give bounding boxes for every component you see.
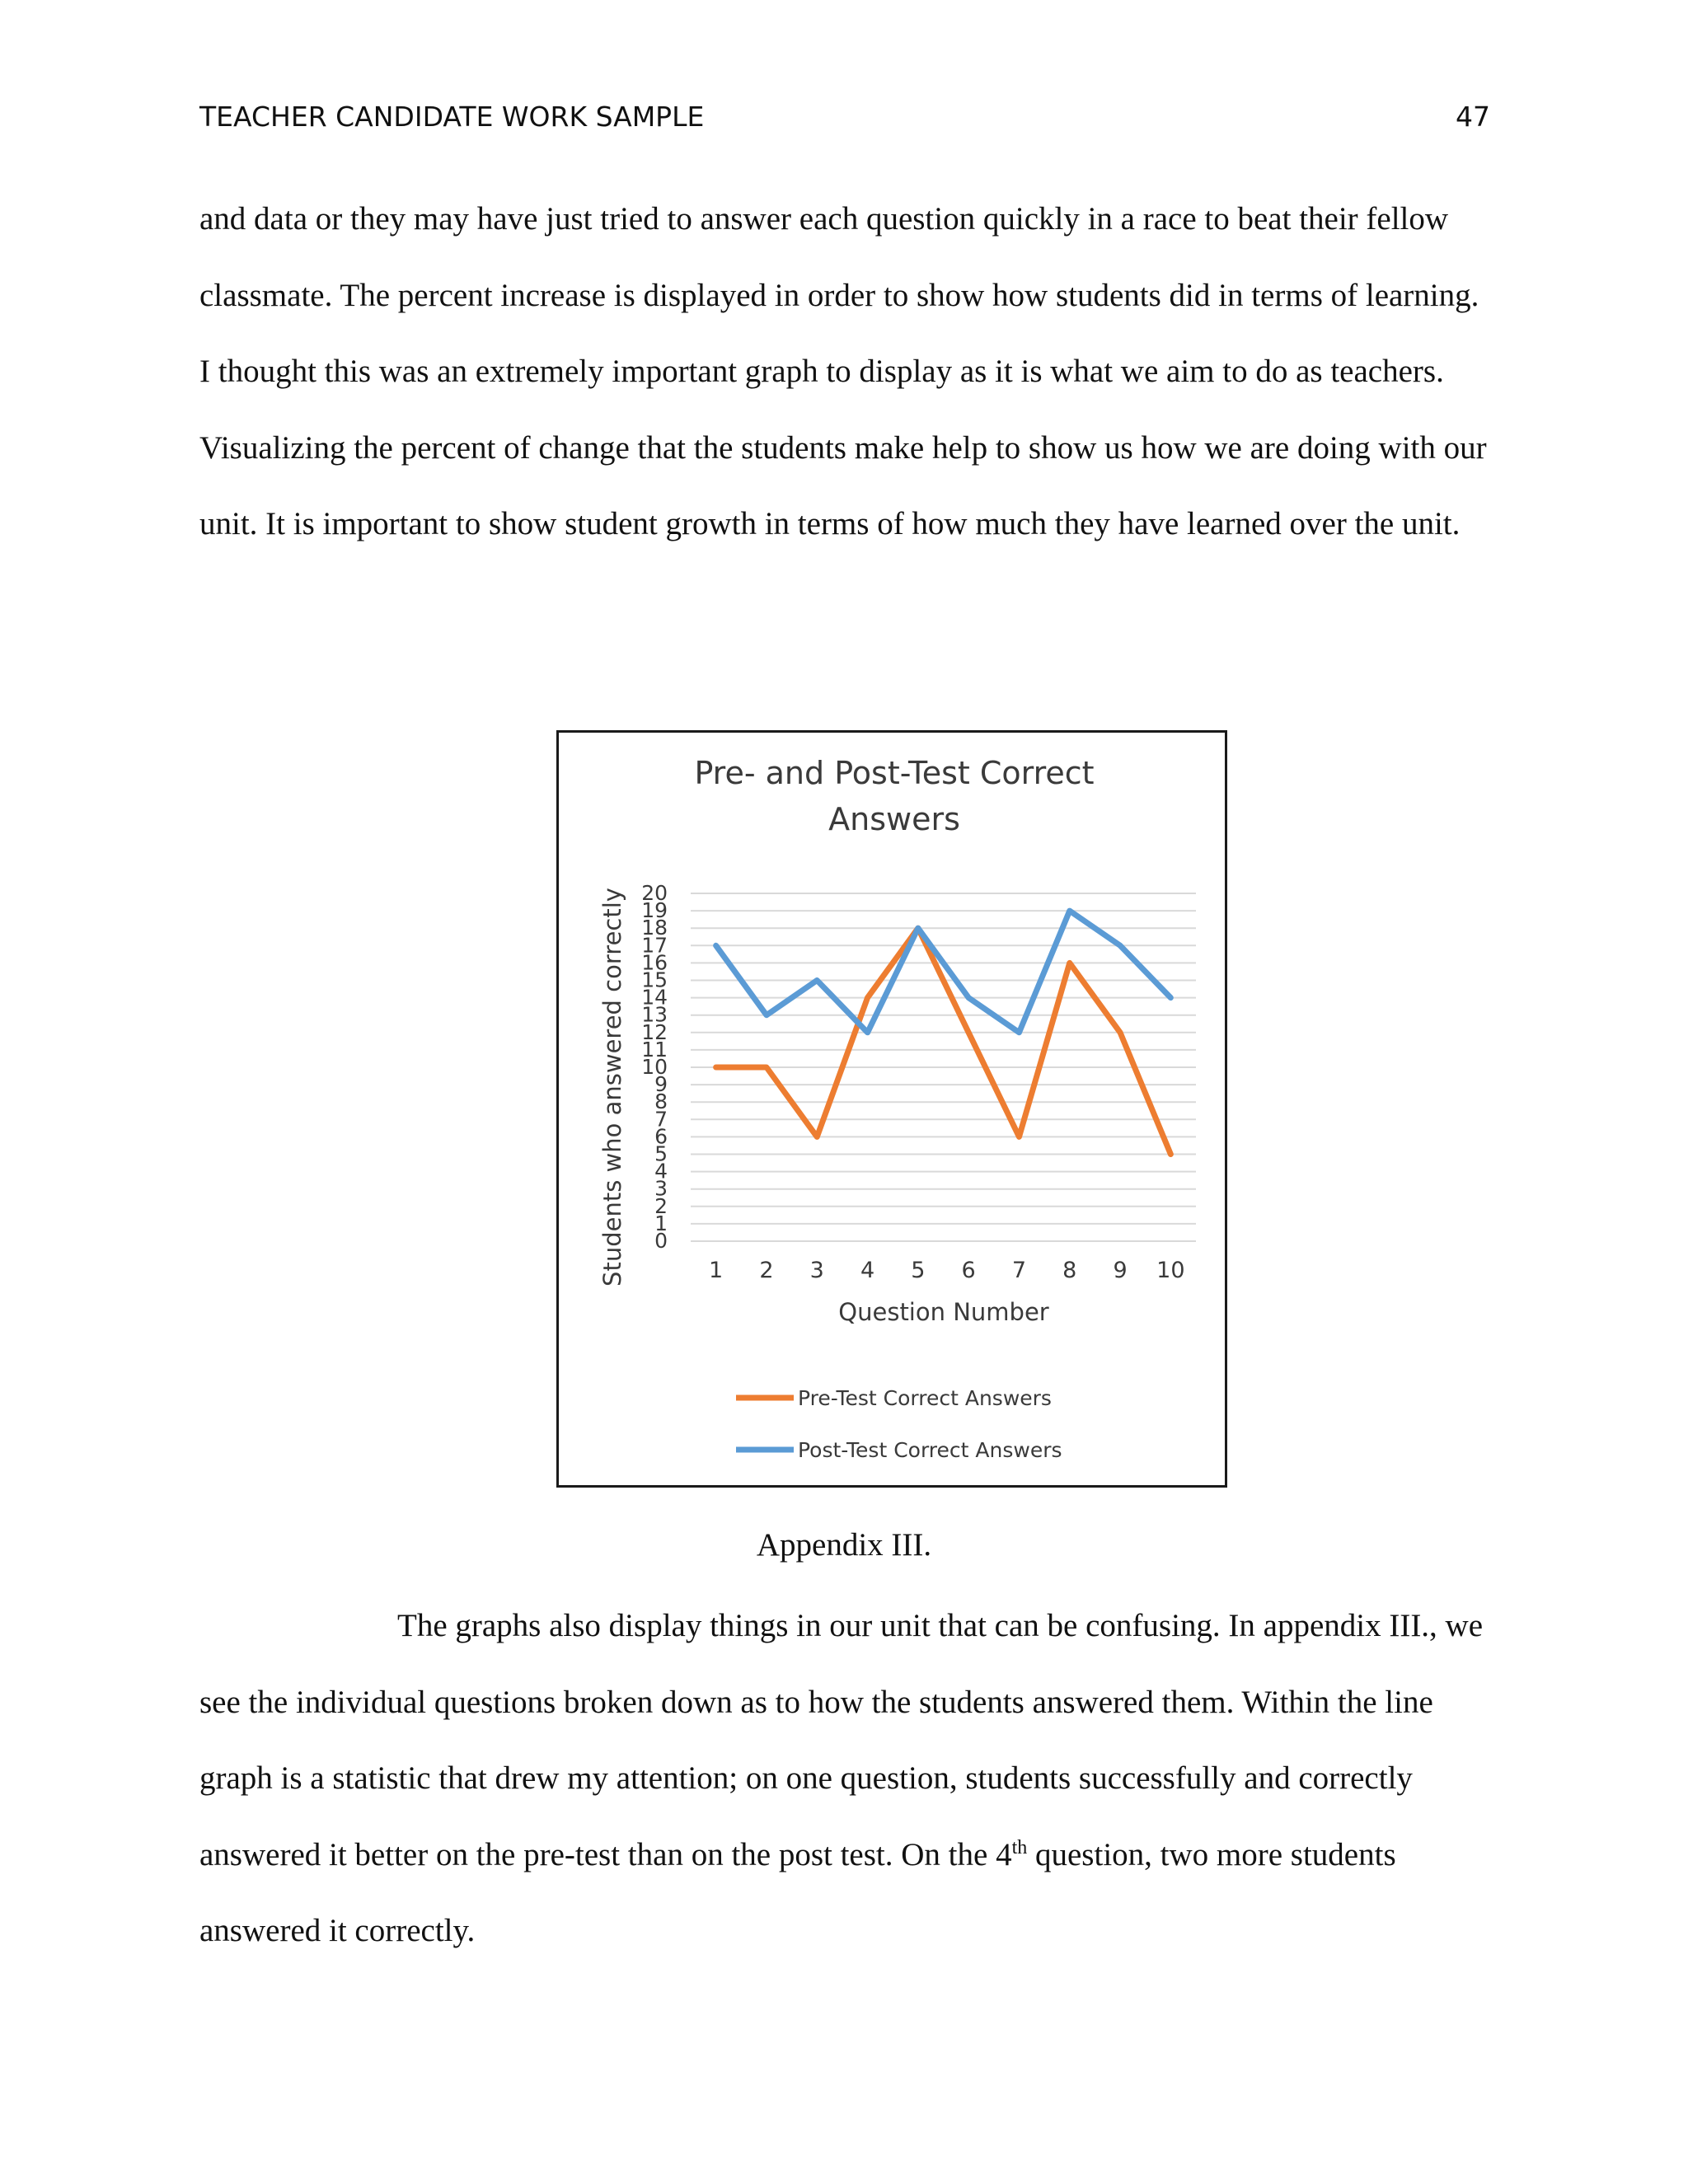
y-tick-label: 11 bbox=[641, 1037, 668, 1062]
y-tick-label: 12 bbox=[641, 1019, 668, 1044]
y-tick-label: 0 bbox=[654, 1229, 668, 1253]
y-tick-label: 16 bbox=[641, 950, 668, 975]
data-point bbox=[715, 1066, 718, 1069]
y-tick-label: 20 bbox=[641, 881, 668, 905]
paragraph-2-text-continued: question, two more students answered it correctly. bbox=[199, 1836, 1396, 1949]
x-tick-label: 7 bbox=[1011, 1258, 1027, 1283]
y-tick-label: 14 bbox=[641, 985, 668, 1010]
data-point bbox=[1068, 909, 1071, 912]
x-tick-label: 2 bbox=[759, 1258, 774, 1283]
data-point bbox=[1017, 1031, 1020, 1034]
page-number: 47 bbox=[1456, 101, 1490, 133]
y-tick-label: 8 bbox=[654, 1090, 668, 1114]
y-tick-label: 1 bbox=[654, 1211, 668, 1235]
data-point bbox=[1068, 961, 1071, 964]
paragraph-2-text: The graphs also display things in our unit that can be confusing. In appendix III., we see the individual questions broken down as to how the students answered them. Within the line graph is a statistic that drew my attention; on one question, students successfully and correctly answered it better on the pre-test than on the post test. On the 4 bbox=[199, 1608, 1484, 1872]
data-point bbox=[967, 1031, 970, 1034]
data-point bbox=[1017, 1135, 1020, 1138]
data-point bbox=[917, 926, 920, 930]
x-tick-label: 8 bbox=[1062, 1258, 1077, 1283]
data-point bbox=[765, 1066, 768, 1069]
y-tick-label: 5 bbox=[654, 1141, 668, 1166]
data-point bbox=[1118, 1031, 1122, 1034]
y-tick-label: 4 bbox=[654, 1159, 668, 1183]
running-head: TEACHER CANDIDATE WORK SAMPLE bbox=[199, 101, 705, 133]
x-axis-title: Question Number bbox=[838, 1298, 1049, 1326]
x-tick-label: 9 bbox=[1113, 1258, 1128, 1283]
y-tick-label: 19 bbox=[641, 898, 668, 923]
y-tick-label: 10 bbox=[641, 1055, 668, 1079]
y-tick-label: 3 bbox=[654, 1176, 668, 1201]
chart-title: Pre- and Post-Test Correct bbox=[694, 755, 1095, 791]
body-paragraph-1: and data or they may have just tried to answer each question quickly in a race to beat their fellow classmate. The percent increase is displayed in order to show how students did in terms of learning. I thought this was an extremely important graph to display as it is what we aim to do as teachers. Visualizing the percent of change that the students make help to show us how we are doing with our unit. It is important to show student growth in terms of how much they have learned over the unit. bbox=[199, 201, 1487, 542]
y-tick-label: 17 bbox=[641, 933, 668, 958]
legend-label: Pre-Test Correct Answers bbox=[798, 1386, 1052, 1410]
x-tick-label: 10 bbox=[1156, 1258, 1185, 1283]
legend-label: Post-Test Correct Answers bbox=[798, 1438, 1062, 1462]
chart-svg bbox=[559, 733, 1225, 1485]
data-point bbox=[866, 1031, 870, 1034]
x-tick-label: 6 bbox=[961, 1258, 976, 1283]
body-paragraph-2 bbox=[199, 1588, 1490, 1970]
x-tick-label: 4 bbox=[860, 1258, 875, 1283]
series-line-post-test bbox=[716, 911, 1171, 1033]
y-tick-label: 6 bbox=[654, 1124, 668, 1149]
data-point bbox=[1169, 996, 1172, 1000]
y-tick-label: 18 bbox=[641, 916, 668, 940]
data-point bbox=[815, 979, 818, 982]
y-tick-label: 7 bbox=[654, 1107, 668, 1132]
data-point bbox=[967, 996, 970, 1000]
x-tick-label: 1 bbox=[709, 1258, 724, 1283]
data-point bbox=[815, 1135, 818, 1138]
data-point bbox=[715, 944, 718, 947]
data-point bbox=[866, 996, 870, 1000]
y-tick-label: 2 bbox=[654, 1193, 668, 1218]
y-axis-title: Students who answered correctly bbox=[598, 888, 626, 1286]
x-tick-label: 3 bbox=[809, 1258, 824, 1283]
line-chart bbox=[556, 730, 1227, 1488]
chart-title-line-2: Answers bbox=[828, 801, 960, 837]
y-tick-label: 15 bbox=[641, 968, 668, 992]
y-tick-label: 9 bbox=[654, 1072, 668, 1097]
data-point bbox=[1169, 1153, 1172, 1156]
y-tick-label: 13 bbox=[641, 1002, 668, 1027]
data-point bbox=[1118, 944, 1122, 947]
ordinal-superscript: th bbox=[1011, 1836, 1028, 1858]
x-tick-label: 5 bbox=[911, 1258, 926, 1283]
figure-caption: Appendix III. bbox=[756, 1527, 932, 1563]
data-point bbox=[765, 1014, 768, 1017]
